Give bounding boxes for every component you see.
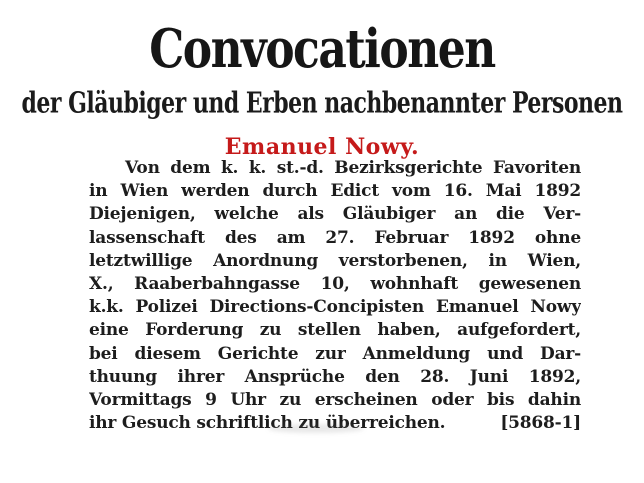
body-line: Von dem k. k. st.-d. Bezirksgerichte Favoriten [125,158,581,178]
body-line: thuung ihrer Ansprüche den 28. Juni 1892, [89,366,581,387]
body-line: letztwillige Anordnung verstorbenen, in Wien, [89,250,581,271]
body-line: Diejenigen, welche als Gläubiger an die Ver- [89,204,581,225]
body-line: Vormittags 9 Uhr zu erscheinen oder bis dahin [89,389,581,410]
body-line: lassenschaft des am 27. Februar 1892 ohne [89,227,581,248]
notice-name-heading: Emanuel Nowy. [224,134,420,160]
notice-reference: [5868-1] [500,413,581,434]
body-line: bei diesem Gerichte zur Anmeldung und Dar- [89,343,581,364]
body-line: X., Raaberbahngasse 10, wohnhaft gewesenen [89,273,581,294]
masthead-title: Convocationen [149,18,495,81]
body-line-last [89,412,581,435]
body-line: in Wien werden durch Edict vom 16. Mai 1892 [89,181,581,202]
closing-text: ihr Gesuch schriftlich zu überreichen. [89,413,446,434]
body-line: eine Forderung zu stellen haben, aufgefordert, [89,320,581,341]
notice-body [89,157,581,435]
masthead-subtitle: der Gläubiger und Erben nachbenannter Personen [21,86,623,121]
body-line: k.k. Polizei Directions-Concipisten Emanuel Nowy [89,297,581,318]
